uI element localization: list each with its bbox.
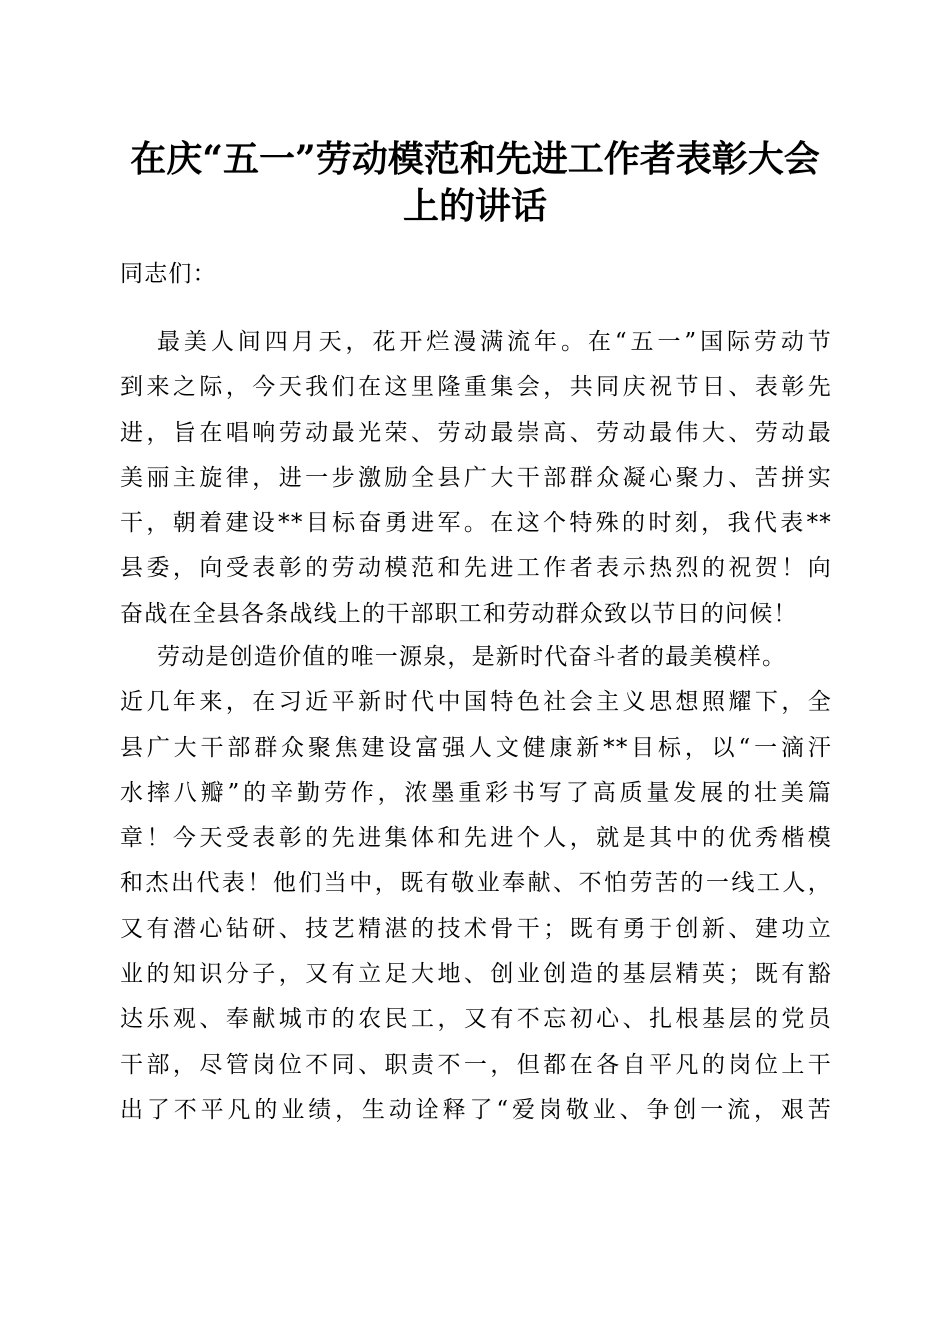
paragraph-2-line: 县广大干部群众聚焦建设富强人文健康新**目标，以“一滴汗 (120, 734, 832, 761)
paragraph-1-line: 进，旨在唱响劳动最光荣、劳动最崇高、劳动最伟大、劳动最 (120, 419, 832, 446)
paragraph-1-line: 美丽主旋律，进一步激励全县广大干部群众凝心聚力、苦拼实 (120, 464, 832, 491)
paragraph-2-line: 近几年来，在习近平新时代中国特色社会主义思想照耀下，全 (120, 689, 832, 716)
paragraph-2-line: 又有潜心钻研、技艺精湛的技术骨干；既有勇于创新、建功立 (120, 915, 832, 942)
paragraph-1-line: 奋战在全县各条战线上的干部职工和劳动群众致以节日的问候！ (120, 600, 798, 627)
paragraph-2-line: 出了不平凡的业绩，生动诠释了“爱岗敬业、争创一流，艰苦 (120, 1096, 832, 1123)
paragraph-2-line: 章！今天受表彰的先进集体和先进个人，就是其中的优秀楷模 (120, 825, 832, 852)
paragraph-2-line: 劳动是创造价值的唯一源泉，是新时代奋斗者的最美模样。 (157, 644, 787, 670)
paragraph-1 (120, 320, 832, 637)
document-title-line-2: 上的讲话 (402, 185, 547, 227)
document-title-line-1: 在庆“五一”劳动模范和先进工作者表彰大会 (130, 138, 820, 180)
paragraph-2-line: 和杰出代表！他们当中，既有敬业奉献、不怕劳苦的一线工人， (120, 870, 832, 897)
paragraph-2-line: 水摔八瓣”的辛勤劳作，浓墨重彩书写了高质量发展的壮美篇 (120, 779, 832, 806)
paragraph-1-line: 到来之际，今天我们在这里隆重集会，共同庆祝节日、表彰先 (120, 374, 832, 401)
paragraph-1-line: 县委，向受表彰的劳动模范和先进工作者表示热烈的祝贺！向 (120, 555, 832, 582)
paragraph-1-line: 最美人间四月天，花开烂漫满流年。在“五一”国际劳动节 (157, 329, 832, 355)
paragraph-1-line: 干，朝着建设**目标奋勇进军。在这个特殊的时刻，我代表** (120, 510, 832, 537)
salutation: 同志们： (120, 261, 217, 287)
paragraph-2-line: 业的知识分子，又有立足大地、创业创造的基层精英；既有豁 (120, 961, 832, 988)
paragraph-2-line: 干部，尽管岗位不同、职责不一，但都在各自平凡的岗位上干 (120, 1051, 832, 1078)
paragraph-2-line: 达乐观、奉献城市的农民工，又有不忘初心、扎根基层的党员 (120, 1006, 832, 1033)
paragraph-2 (120, 635, 832, 1133)
